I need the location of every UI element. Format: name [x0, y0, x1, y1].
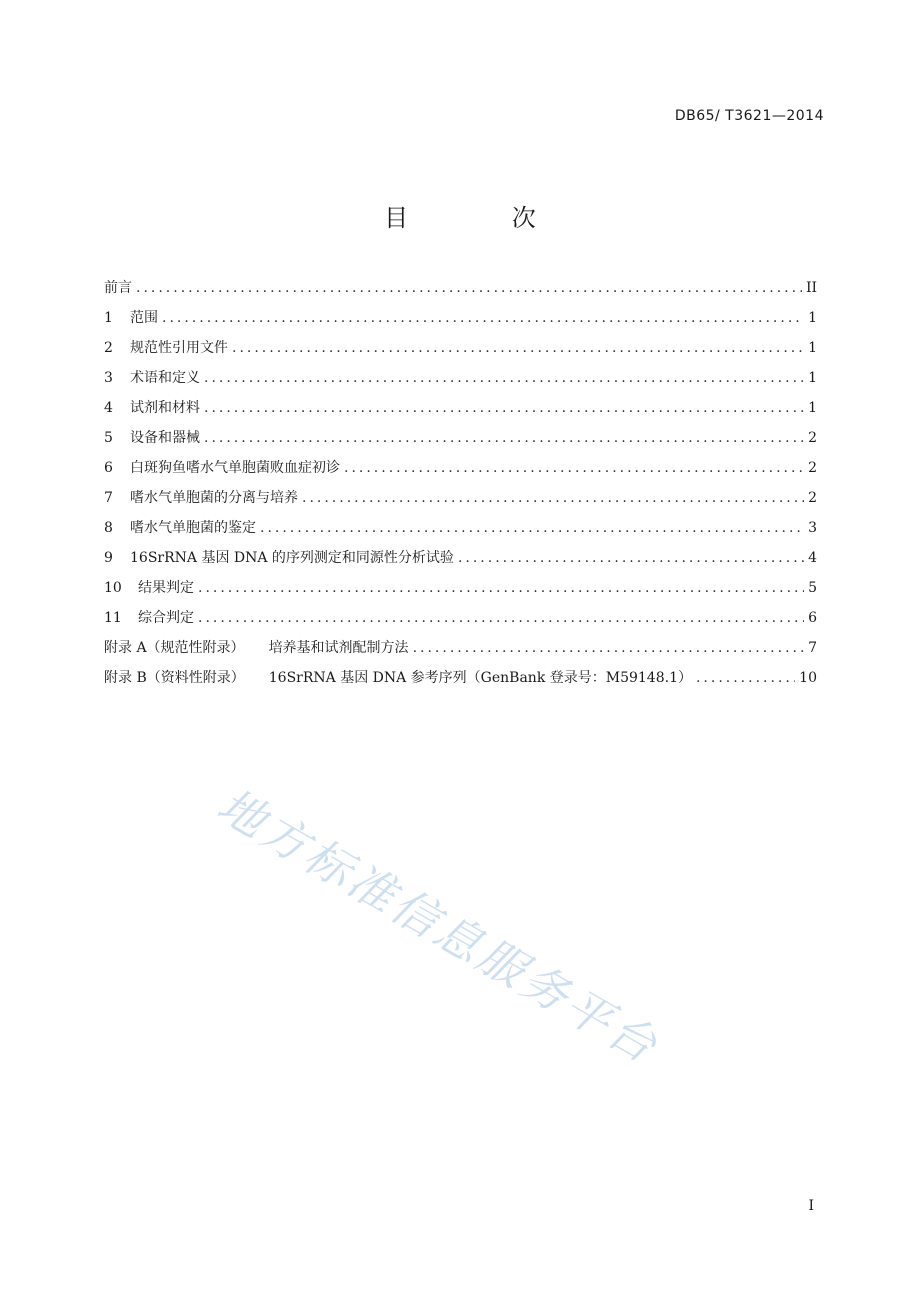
- toc-entry-label: 规范性引用文件: [130, 340, 228, 356]
- toc-entry-2[interactable]: [104, 333, 817, 363]
- toc-entry-page: 7: [808, 640, 817, 656]
- toc-leader-dots: [204, 423, 804, 453]
- toc-leader-dots: [162, 303, 804, 333]
- toc-entry-number: 2: [104, 340, 113, 356]
- toc-entry-page: 6: [808, 610, 817, 626]
- standard-code: DB65/ T3621—2014: [674, 108, 824, 124]
- toc-entry-page: 4: [808, 550, 817, 566]
- toc-entry-11[interactable]: [104, 603, 817, 633]
- toc-leader-dots: [204, 393, 804, 423]
- toc-entry-label: 试剂和材料: [130, 400, 200, 416]
- toc-entry-number: 1: [104, 310, 113, 326]
- table-of-contents: [104, 273, 817, 693]
- toc-leader-dots: [136, 273, 802, 303]
- toc-appendix-b[interactable]: [104, 663, 817, 693]
- toc-entry-page: II: [805, 280, 817, 296]
- toc-leader-dots: [302, 483, 804, 513]
- toc-leader-dots: [458, 543, 804, 573]
- toc-entry-page: 2: [808, 490, 817, 506]
- appendix-prefix: 附录 A（规范性附录）: [104, 640, 245, 656]
- toc-entry-number: 7: [104, 490, 113, 506]
- toc-entry-6[interactable]: [104, 453, 817, 483]
- toc-entry-page: 2: [808, 460, 817, 476]
- toc-entry-label: 综合判定: [138, 610, 194, 626]
- toc-entry-5[interactable]: [104, 423, 817, 453]
- toc-entry-page: 1: [808, 310, 817, 326]
- toc-entry-label: 16SrRNA 基因 DNA 参考序列（GenBank 登录号：M59148.1）: [268, 670, 692, 686]
- toc-leader-dots: [198, 573, 804, 603]
- toc-entry-label: 结果判定: [138, 580, 194, 596]
- toc-leader-dots: [204, 363, 804, 393]
- toc-entry-page: 1: [808, 370, 817, 386]
- appendix-prefix: 附录 B（资料性附录）: [104, 670, 245, 686]
- toc-leader-dots: [198, 603, 804, 633]
- toc-entry-number: 9: [104, 550, 113, 566]
- toc-entry-1[interactable]: [104, 303, 817, 333]
- toc-entry-8[interactable]: [104, 513, 817, 543]
- toc-entry-page: 5: [808, 580, 817, 596]
- toc-entry-number: 4: [104, 400, 113, 416]
- toc-entry-label: 培养基和试剂配制方法: [268, 640, 409, 656]
- toc-entry-foreword[interactable]: [104, 273, 817, 303]
- toc-entry-10[interactable]: [104, 573, 817, 603]
- toc-entry-9[interactable]: [104, 543, 817, 573]
- toc-entry-page: 2: [808, 430, 817, 446]
- toc-entry-label: 嗜水气单胞菌的鉴定: [130, 520, 256, 536]
- toc-entry-page: 3: [808, 520, 817, 536]
- toc-entry-page: 1: [808, 340, 817, 356]
- toc-leader-dots: [344, 453, 804, 483]
- toc-entry-label: 前言: [104, 280, 132, 296]
- toc-entry-number: 3: [104, 370, 113, 386]
- toc-entry-label: 嗜水气单胞菌的分离与培养: [130, 490, 298, 506]
- toc-leader-dots: [696, 663, 795, 693]
- toc-entry-4[interactable]: [104, 393, 817, 423]
- toc-leader-dots: [260, 513, 804, 543]
- footer-page-number: I: [808, 1198, 814, 1214]
- toc-entry-label: 白斑狗鱼嗜水气单胞菌败血症初诊: [130, 460, 340, 476]
- toc-leader-dots: [232, 333, 804, 363]
- toc-entry-page: 1: [808, 400, 817, 416]
- toc-entry-7[interactable]: [104, 483, 817, 513]
- toc-entry-number: 11: [104, 610, 122, 626]
- toc-leader-dots: [413, 633, 805, 663]
- toc-entry-label: 术语和定义: [130, 370, 200, 386]
- toc-entry-page: 10: [799, 670, 817, 686]
- page-title: 目 次: [384, 204, 584, 232]
- toc-entry-label: 16SrRNA 基因 DNA 的序列测定和同源性分析试验: [130, 550, 454, 566]
- toc-appendix-a[interactable]: [104, 633, 817, 663]
- toc-entry-3[interactable]: [104, 363, 817, 393]
- toc-entry-number: 8: [104, 520, 113, 536]
- toc-entry-number: 6: [104, 460, 113, 476]
- toc-entry-number: 10: [104, 580, 122, 596]
- toc-entry-label: 设备和器械: [130, 430, 200, 446]
- toc-entry-label: 范围: [130, 310, 158, 326]
- watermark-text: 地方标准信息服务平台: [208, 777, 669, 1075]
- toc-entry-number: 5: [104, 430, 113, 446]
